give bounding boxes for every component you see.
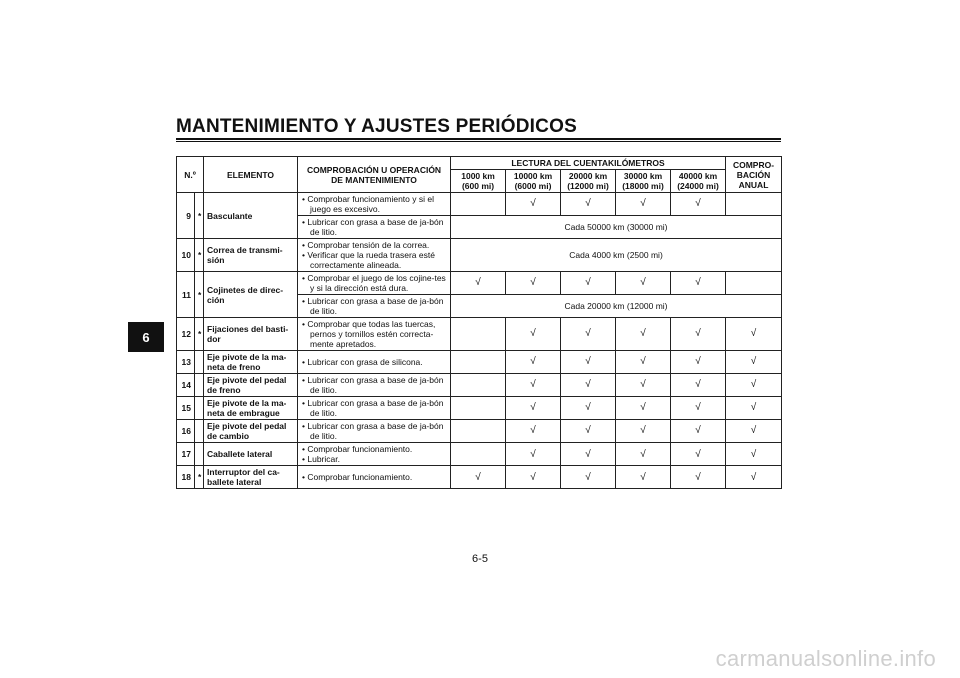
element-name: Caballete lateral bbox=[204, 443, 298, 466]
check-mark: √ bbox=[726, 318, 782, 351]
check-mark: √ bbox=[616, 193, 671, 216]
check-mark: √ bbox=[671, 397, 726, 420]
row-number: 16 bbox=[177, 420, 195, 443]
check-mark: √ bbox=[726, 397, 782, 420]
check-mark: √ bbox=[451, 272, 506, 295]
check-mark: √ bbox=[616, 466, 671, 489]
header-num: N.º bbox=[177, 157, 204, 193]
operation-item: • Comprobar que todas las tuercas, pernos y tornillos estén correcta-mente apretados. bbox=[302, 319, 436, 350]
operation-item: • Lubricar con grasa a base de ja-bón de litio. bbox=[302, 421, 444, 442]
operation-item: • Lubricar. bbox=[302, 454, 340, 465]
element-name: Cojinetes de direc-ción bbox=[204, 272, 298, 318]
operation-item: • Lubricar con grasa a base de ja-bón de litio. bbox=[302, 296, 444, 317]
star-mark: * bbox=[195, 239, 204, 272]
check-mark: √ bbox=[561, 272, 616, 295]
check-mark: √ bbox=[726, 374, 782, 397]
star-mark: * bbox=[195, 272, 204, 318]
table-row bbox=[177, 318, 782, 351]
operation-item: • Comprobar funcionamiento. bbox=[302, 472, 413, 483]
header-element: ELEMENTO bbox=[204, 157, 298, 193]
table-row bbox=[177, 374, 782, 397]
check-mark: √ bbox=[561, 397, 616, 420]
element-name: Eje pivote del pedal de freno bbox=[204, 374, 298, 397]
interval-note: Cada 4000 km (2500 mi) bbox=[451, 239, 782, 272]
interval-note: Cada 50000 km (30000 mi) bbox=[451, 216, 782, 239]
header-odometer: LECTURA DEL CUENTAKILÓMETROS bbox=[451, 157, 726, 170]
operation-item: • Lubricar con grasa a base de ja-bón de litio. bbox=[302, 375, 444, 396]
check-mark: √ bbox=[671, 420, 726, 443]
row-number: 15 bbox=[177, 397, 195, 420]
operation-item: • Verificar que la rueda trasera esté correctamente alineada. bbox=[302, 250, 435, 271]
element-name: Interruptor del ca-ballete lateral bbox=[204, 466, 298, 489]
page-title: MANTENIMIENTO Y AJUSTES PERIÓDICOS bbox=[176, 116, 577, 137]
header-interval: 10000 km (6000 mi) bbox=[506, 170, 561, 193]
check-mark: √ bbox=[616, 374, 671, 397]
header-interval: 1000 km (600 mi) bbox=[451, 170, 506, 193]
header-operation: COMPROBACIÓN U OPERACIÓN DE MANTENIMIENTO bbox=[298, 157, 451, 193]
maintenance-table bbox=[176, 156, 782, 489]
check-mark: √ bbox=[506, 466, 561, 489]
element-name: Eje pivote de la ma-neta de freno bbox=[204, 351, 298, 374]
check-mark: √ bbox=[561, 466, 616, 489]
check-mark: √ bbox=[561, 193, 616, 216]
check-mark: √ bbox=[506, 397, 561, 420]
check-mark: √ bbox=[616, 397, 671, 420]
operation-item: • Comprobar funcionamiento y si el juego es excesivo. bbox=[302, 194, 434, 215]
element-name: Correa de transmi-sión bbox=[204, 239, 298, 272]
check-mark: √ bbox=[726, 420, 782, 443]
check-mark: √ bbox=[616, 351, 671, 374]
table-row bbox=[177, 420, 782, 443]
check-mark: √ bbox=[671, 374, 726, 397]
header-interval: 20000 km (12000 mi) bbox=[561, 170, 616, 193]
header-interval: 30000 km (18000 mi) bbox=[616, 170, 671, 193]
row-number: 10 bbox=[177, 239, 195, 272]
check-mark: √ bbox=[726, 351, 782, 374]
check-mark: √ bbox=[506, 193, 561, 216]
row-number: 12 bbox=[177, 318, 195, 351]
operation-item: • Lubricar con grasa a base de ja-bón de litio. bbox=[302, 398, 444, 419]
element-name: Eje pivote del pedal de cambio bbox=[204, 420, 298, 443]
row-number: 9 bbox=[177, 193, 195, 239]
check-mark: √ bbox=[506, 374, 561, 397]
page-number: 6-5 bbox=[472, 553, 488, 565]
table-row bbox=[177, 193, 782, 216]
check-mark: √ bbox=[451, 466, 506, 489]
header-interval: 40000 km (24000 mi) bbox=[671, 170, 726, 193]
check-mark: √ bbox=[561, 374, 616, 397]
table-row bbox=[177, 443, 782, 466]
check-mark: √ bbox=[726, 466, 782, 489]
title-rule-thin bbox=[176, 141, 781, 142]
watermark[interactable]: carmanualsonline.info bbox=[715, 646, 936, 671]
element-name: Fijaciones del basti-dor bbox=[204, 318, 298, 351]
row-number: 11 bbox=[177, 272, 195, 318]
check-mark: √ bbox=[506, 272, 561, 295]
row-number: 18 bbox=[177, 466, 195, 489]
check-mark: √ bbox=[671, 193, 726, 216]
row-number: 14 bbox=[177, 374, 195, 397]
star-mark: * bbox=[195, 318, 204, 351]
check-mark: √ bbox=[671, 466, 726, 489]
check-mark: √ bbox=[671, 272, 726, 295]
check-mark: √ bbox=[616, 272, 671, 295]
check-mark: √ bbox=[561, 420, 616, 443]
check-mark: √ bbox=[561, 443, 616, 466]
check-mark: √ bbox=[506, 443, 561, 466]
element-name: Basculante bbox=[204, 193, 298, 239]
table-row bbox=[177, 272, 782, 295]
operation-item: • Lubricar con grasa de silicona. bbox=[302, 357, 423, 368]
check-mark: √ bbox=[616, 318, 671, 351]
check-mark: √ bbox=[616, 420, 671, 443]
check-mark: √ bbox=[726, 443, 782, 466]
star-mark: * bbox=[195, 466, 204, 489]
interval-note: Cada 20000 km (12000 mi) bbox=[451, 295, 782, 318]
star-mark: * bbox=[195, 193, 204, 239]
row-number: 17 bbox=[177, 443, 195, 466]
check-mark: √ bbox=[671, 443, 726, 466]
table-row bbox=[177, 239, 782, 272]
check-mark: √ bbox=[561, 351, 616, 374]
operation-item: • Comprobar funcionamiento. bbox=[302, 444, 413, 455]
check-mark: √ bbox=[616, 443, 671, 466]
row-number: 13 bbox=[177, 351, 195, 374]
check-mark: √ bbox=[506, 318, 561, 351]
operation-item: • Comprobar tensión de la correa. bbox=[302, 240, 430, 251]
table-row bbox=[177, 397, 782, 420]
check-mark: √ bbox=[506, 351, 561, 374]
check-mark: √ bbox=[671, 351, 726, 374]
check-mark: √ bbox=[561, 318, 616, 351]
header-row bbox=[177, 157, 782, 170]
section-tab[interactable]: 6 bbox=[128, 322, 164, 352]
title-rule bbox=[176, 138, 781, 140]
header-annual: COMPRO-BACIÓN ANUAL bbox=[726, 157, 782, 193]
table-row bbox=[177, 351, 782, 374]
check-mark: √ bbox=[506, 420, 561, 443]
operation-item: • Comprobar el juego de los cojine-tes y si la dirección está dura. bbox=[302, 273, 446, 294]
check-mark: √ bbox=[671, 318, 726, 351]
operation-item: • Lubricar con grasa a base de ja-bón de litio. bbox=[302, 217, 444, 238]
table-row bbox=[177, 466, 782, 489]
element-name: Eje pivote de la ma-neta de embrague bbox=[204, 397, 298, 420]
